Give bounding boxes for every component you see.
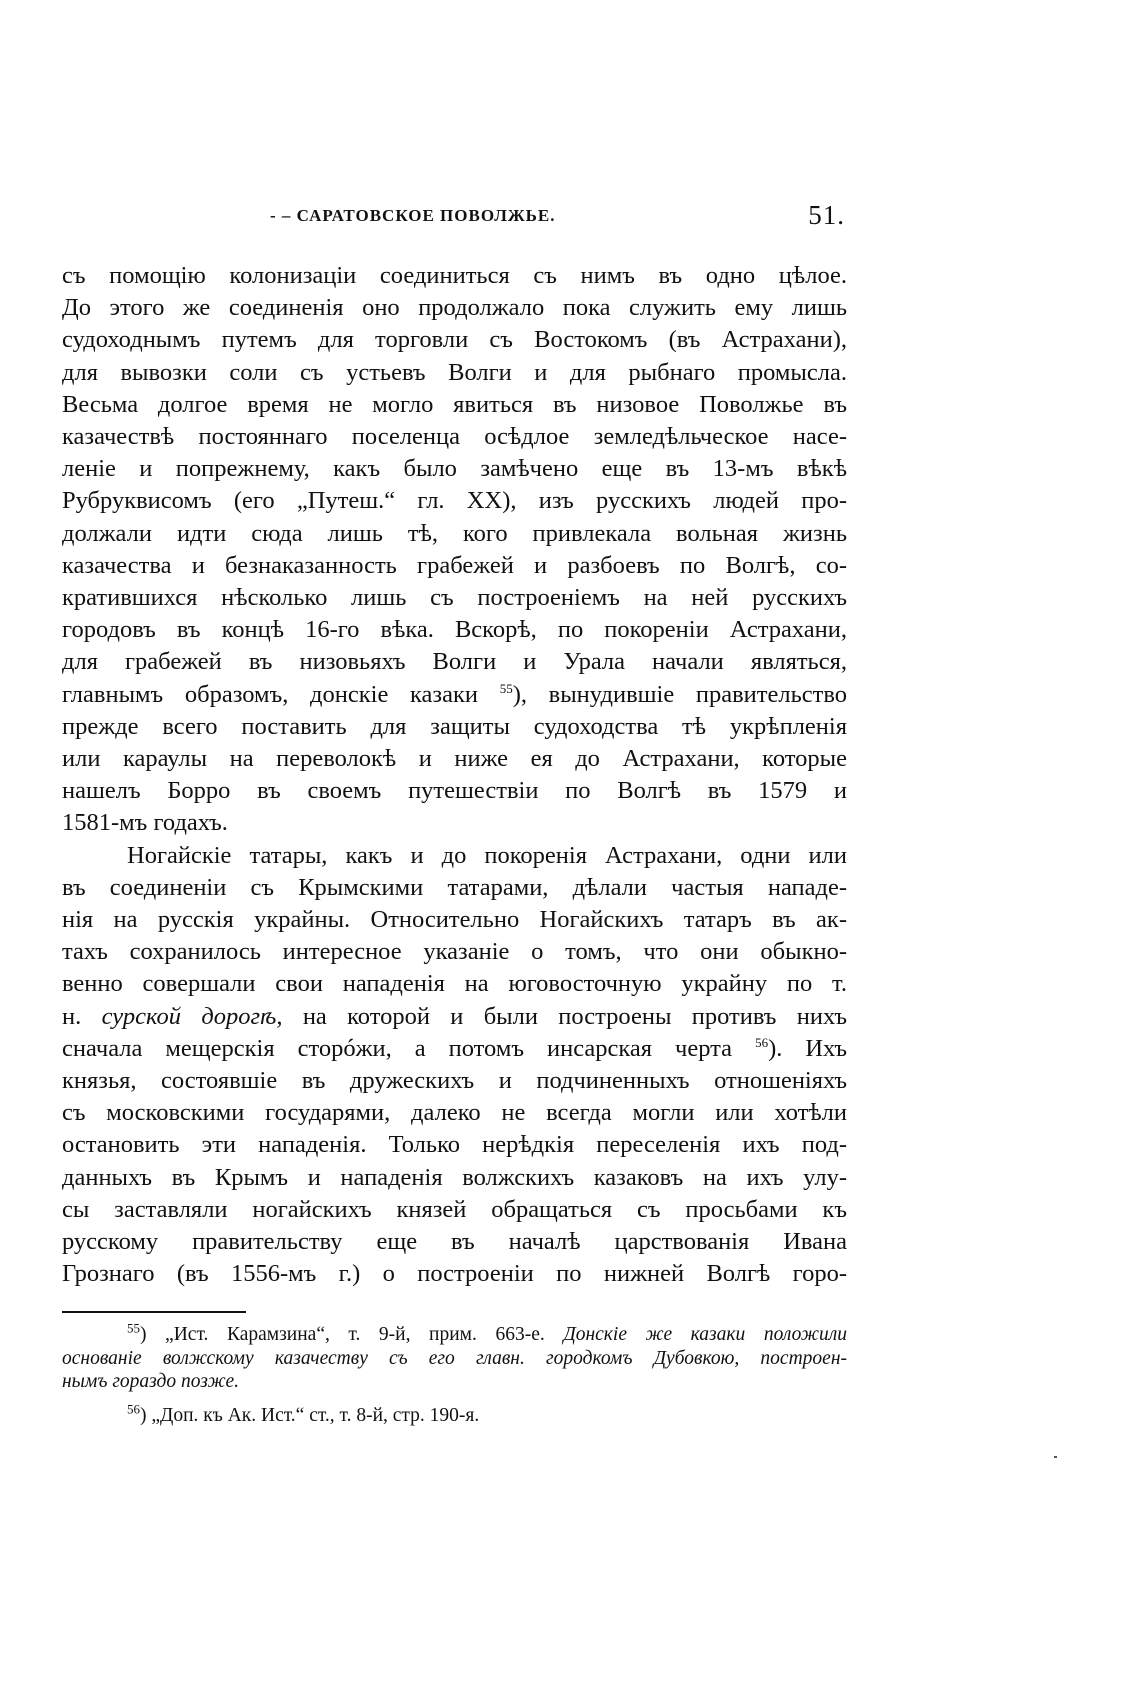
text-line (62, 1033, 847, 1065)
footnote-text: ) „Доп. къ Ак. Ист.“ ст., т. 8-й, стр. 190-я. (140, 1404, 480, 1426)
text-span: н. (62, 1002, 82, 1030)
footnote-text: ) „Ист. Карамзина“, т. 9-й, прим. 663-е. (140, 1324, 545, 1345)
text-line: для грабежей въ низовьяхъ Волги и Урала начали являться, (62, 648, 847, 676)
running-title: - – САРАТОВСКОЕ ПОВОЛЖЬЕ. (270, 206, 556, 225)
page-number: 51. (808, 200, 845, 230)
text-line: Весьма долгое время не могло явиться въ низовое Поволжье въ (62, 390, 847, 418)
text-line: сы заставляли ногайскихъ князей обращаться съ просьбами къ (62, 1195, 847, 1223)
text-line: или караулы на переволокѣ и ниже ея до Астрахани, которые (62, 745, 847, 773)
text-line: остановить эти нападенія. Только нерѣдкія переселенія ихъ под- (62, 1131, 847, 1159)
footnote-55-line: основаніе волжскому казачеству съ его главн. городкомъ Дубовкою, построен- (62, 1347, 847, 1369)
text-line: венно совершали свои нападенія на юговосточную украйну по т. (62, 970, 847, 998)
footnote-55-line: нымъ гораздо позже. (62, 1371, 240, 1392)
text-line: леніе и попрежнему, какъ было замѣчено еще въ 13-мъ вѣкѣ (62, 455, 847, 483)
text-line: съ помощію колонизаціи соединиться съ нимъ въ одно цѣлое. (62, 262, 847, 289)
text-span: сначала мещерскія сторóжи, а потомъ инсарская черта (62, 1034, 733, 1062)
text-line: Рубруквисомъ (его „Путеш.“ гл. XX), изъ русскихъ людей про- (62, 487, 847, 515)
text-line (62, 679, 847, 711)
text-line: нія на русскія украйны. Относительно Ногайскихъ татаръ въ ак- (62, 906, 847, 934)
text-span: ). Ихъ (768, 1034, 848, 1062)
text-line: 1581-мъ годахъ. (62, 809, 228, 837)
footnote-ref-55[interactable]: 55 (499, 680, 513, 696)
text-line: кратившихся нѣсколько лишь съ построеніемъ на ней русскихъ (62, 584, 847, 612)
text-line: нашелъ Борро въ своемъ путешествіи по Волгѣ въ 1579 и (62, 777, 847, 805)
text-line: казачества и безнаказанность грабежей и разбоевъ по Волгѣ, со- (62, 551, 847, 579)
text-line: казачествѣ постояннаго поселенца осѣдлое земледѣльческое насе- (62, 423, 847, 451)
footnote-divider (62, 1311, 246, 1313)
italic-phrase: сурской дорогѣ, (101, 1002, 283, 1030)
body-text (62, 260, 847, 1291)
text-line: прежде всего поставить для защиты судоходства тѣ укрѣпленія (62, 712, 847, 740)
text-line: въ соединеніи съ Крымскими татарами, дѣлали частыя нападе- (62, 873, 847, 901)
text-line: Грознаго (въ 1556-мъ г.) о построеніи по нижней Волгѣ горо- (62, 1260, 847, 1288)
page-header (270, 200, 845, 236)
text-line (62, 1001, 847, 1033)
text-line: князья, состоявшіе въ дружескихъ и подчиненныхъ отношеніяхъ (62, 1067, 847, 1095)
text-line: русскому правительству еще въ началѣ царствованія Ивана (62, 1228, 847, 1256)
footnote-ref-56[interactable]: 56 (755, 1034, 769, 1050)
footnote-55-mark: 55 (127, 1320, 140, 1336)
text-line: съ московскими государями, далеко не всегда могли или хотѣли (62, 1099, 847, 1127)
footnote-55-line (62, 1320, 848, 1347)
text-line: До этого же соединенія оно продолжало пока служить ему лишь (62, 294, 847, 322)
text-line: тахъ сохранилось интересное указаніе о томъ, что они обыкно- (62, 938, 847, 966)
footnote-italic: Донскіе же казаки положили (563, 1324, 848, 1345)
text-span: ), вынудившіе правительство (512, 680, 848, 708)
text-line: Ногайскіе татары, какъ и до покоренія Астрахани, одни или (127, 841, 847, 869)
ink-speck (1054, 1456, 1057, 1458)
text-line: судоходнымъ путемъ для торговли съ Востокомъ (въ Астрахани), (62, 326, 847, 354)
text-line: данныхъ въ Крымъ и нападенія волжскихъ казаковъ на ихъ улу- (62, 1163, 847, 1191)
text-line: городовъ въ концѣ 16-го вѣка. Вскорѣ, по покореніи Астрахани, (62, 616, 847, 644)
text-line: должали идти сюда лишь тѣ, кого привлекала вольная жизнь (62, 519, 847, 547)
text-span: главнымъ образомъ, донскіе казаки (62, 680, 478, 708)
text-span: на которой и были построены противъ нихъ (302, 1002, 848, 1030)
footnote-56-line (62, 1401, 847, 1428)
footnote-56-mark: 56 (127, 1401, 140, 1416)
footnote-gap (62, 1394, 847, 1404)
footnotes (62, 1320, 848, 1427)
text-line: для вывозки соли съ устьевъ Волги и для рыбнаго промысла. (62, 358, 847, 386)
